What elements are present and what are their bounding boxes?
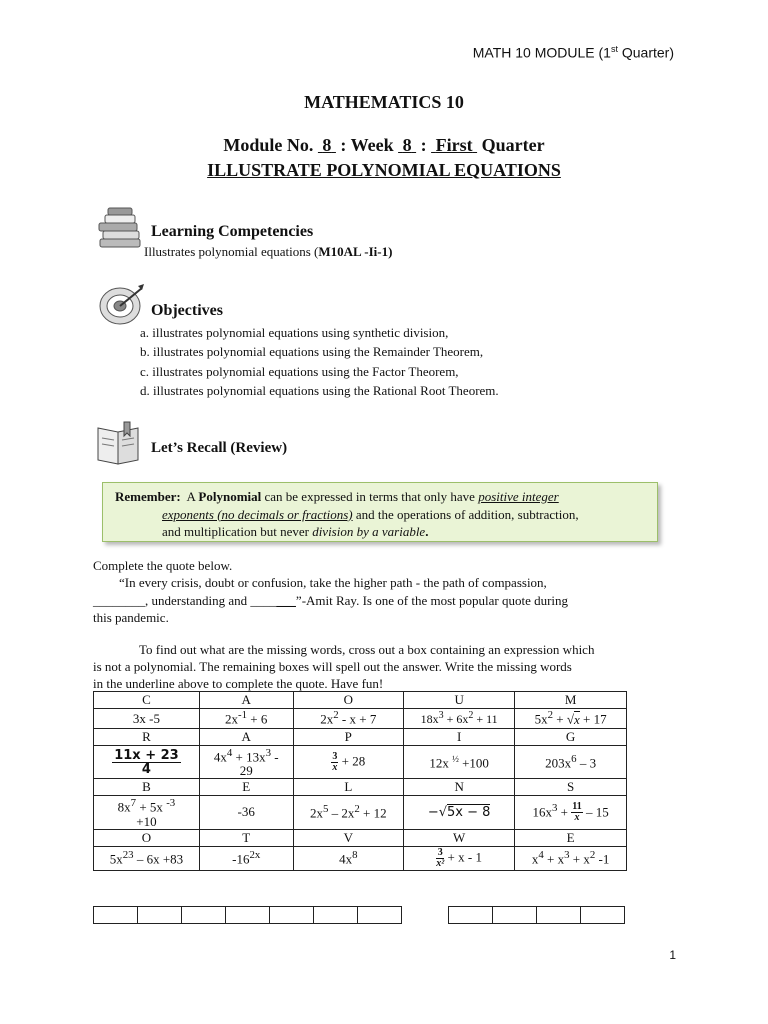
remember-box: Remember: A Polynomial can be expressed in terms that only have positive integer exponents (no decimals or fractions) and the operations of addition, subtraction, and multiplication but never division by a variable.: [102, 482, 658, 542]
expression-cell[interactable]: $4x^8$: [293, 846, 404, 870]
objectives-title: Objectives: [151, 302, 223, 319]
answer-box[interactable]: [581, 907, 625, 924]
instructions-line: in the underline above to complete the quote. Have fun!: [93, 676, 384, 691]
expression-cell[interactable]: $203x^6 - 3$: [515, 746, 627, 779]
objective-item: b. illustrates polynomial equations using the Remainder Theorem,: [140, 344, 484, 359]
letter-cell: O: [94, 829, 200, 846]
letter-cell: C: [94, 692, 200, 709]
letter-cell: N: [404, 779, 515, 796]
expression-cell[interactable]: -36: [199, 796, 293, 829]
quote-line: “In every crisis, doubt or confusion, take the higher path - the path of compassion,: [119, 575, 547, 590]
expression-cell[interactable]: $2x^2 - x + 7$: [293, 709, 404, 729]
expression-cell[interactable]: $x^4 + x^3 + x^2$ -1: [515, 846, 627, 870]
answer-boxes-word-2: [448, 906, 625, 924]
books-icon: [96, 203, 146, 253]
answer-box[interactable]: [94, 907, 138, 924]
objective-item: a. illustrates polynomial equations using synthetic division,: [140, 325, 449, 340]
learning-text: Illustrates polynomial equations (M10AL -Ii-1): [144, 244, 393, 259]
answer-box[interactable]: [493, 907, 537, 924]
subject-title: MATHEMATICS 10: [304, 92, 464, 112]
letter-cell: P: [293, 729, 404, 746]
objective-item: c. illustrates polynomial equations using the Factor Theorem,: [140, 364, 459, 379]
answer-box[interactable]: [226, 907, 270, 924]
letter-cell: T: [199, 829, 293, 846]
answer-box[interactable]: [138, 907, 182, 924]
expression-cell[interactable]: $8x^7 + 5x$ $^{-3}$ +10: [94, 796, 200, 829]
instructions-line: To find out what are the missing words, cross out a box containing an expression which: [139, 642, 595, 657]
expression-cell[interactable]: $16x^3$ + $\frac{11}{x}$ – 15: [515, 796, 627, 829]
letter-cell: M: [515, 692, 627, 709]
target-icon: [96, 282, 146, 332]
answer-box[interactable]: [449, 907, 493, 924]
learning-title: Learning Competencies: [151, 223, 314, 240]
objective-item: d. illustrates polynomial equations using the Rational Root Theorem.: [140, 383, 499, 398]
topic-title: ILLUSTRATE POLYNOMIAL EQUATIONS: [207, 160, 561, 180]
page-number: 1: [669, 948, 676, 962]
expression-cell[interactable]: 12x $^{\frac{1}{2}}$ +100: [404, 746, 515, 779]
expression-cell[interactable]: $18x^3 + 6x^2 + 11$: [404, 709, 515, 729]
letter-cell: R: [94, 729, 200, 746]
letter-cell: S: [515, 779, 627, 796]
polynomial-grid: [93, 691, 627, 871]
expression-cell[interactable]: $5x^{23} - 6x +83$: [94, 846, 200, 870]
letter-cell: E: [515, 829, 627, 846]
module-number: 8: [322, 135, 332, 155]
letter-cell: U: [404, 692, 515, 709]
letter-cell: L: [293, 779, 404, 796]
letter-cell: B: [94, 779, 200, 796]
letter-cell: G: [515, 729, 627, 746]
answer-box[interactable]: [537, 907, 581, 924]
quote-intro: Complete the quote below.: [93, 558, 233, 573]
letter-cell: W: [404, 829, 515, 846]
expression-cell[interactable]: $2x^5 - 2x^2 + 12$: [293, 796, 404, 829]
expression-cell[interactable]: $2x^{-1} + 6$: [199, 709, 293, 729]
expression-cell[interactable]: $5x^2 + √x + 17$: [515, 709, 627, 729]
module-line: Module No. 8 : Week 8 : First Quarter: [223, 135, 545, 155]
expression-cell[interactable]: −√5x − 8: [404, 796, 515, 829]
letter-cell: V: [293, 829, 404, 846]
quarter-name: First: [435, 135, 473, 155]
letter-cell: A: [199, 729, 293, 746]
answer-box[interactable]: [314, 907, 358, 924]
recall-title: Let’s Recall (Review): [151, 440, 288, 456]
answer-box[interactable]: [358, 907, 402, 924]
expression-cell[interactable]: $\frac{3}{\text{x²}}$ + x - 1: [404, 846, 515, 870]
expression-cell[interactable]: $-16^{2x}$: [199, 846, 293, 870]
letter-cell: I: [404, 729, 515, 746]
expression-cell[interactable]: $4x^4 + 13x^3$ - 29: [199, 746, 293, 779]
answer-box[interactable]: [182, 907, 226, 924]
quote-line: this pandemic.: [93, 610, 169, 625]
letter-cell: O: [293, 692, 404, 709]
expression-cell[interactable]: $\frac{3}{x}$ + 28: [293, 746, 404, 779]
answer-boxes-word-1: [93, 906, 402, 924]
open-book-icon: [94, 418, 144, 468]
quote-line: ________, understanding and _______”-Amit Ray. Is one of the most popular quote during: [93, 593, 569, 608]
expression-cell[interactable]: 3x -5: [94, 709, 200, 729]
letter-cell: A: [199, 692, 293, 709]
letter-cell: E: [199, 779, 293, 796]
expression-cell[interactable]: $\frac{11x + 23}{4}$: [94, 746, 200, 779]
module-header: MATH 10 MODULE (1st Quarter): [472, 44, 674, 61]
answer-box[interactable]: [270, 907, 314, 924]
instructions-line: is not a polynomial. The remaining boxes will spell out the answer. Write the missing words: [93, 659, 572, 674]
week-number: 8: [402, 135, 412, 155]
